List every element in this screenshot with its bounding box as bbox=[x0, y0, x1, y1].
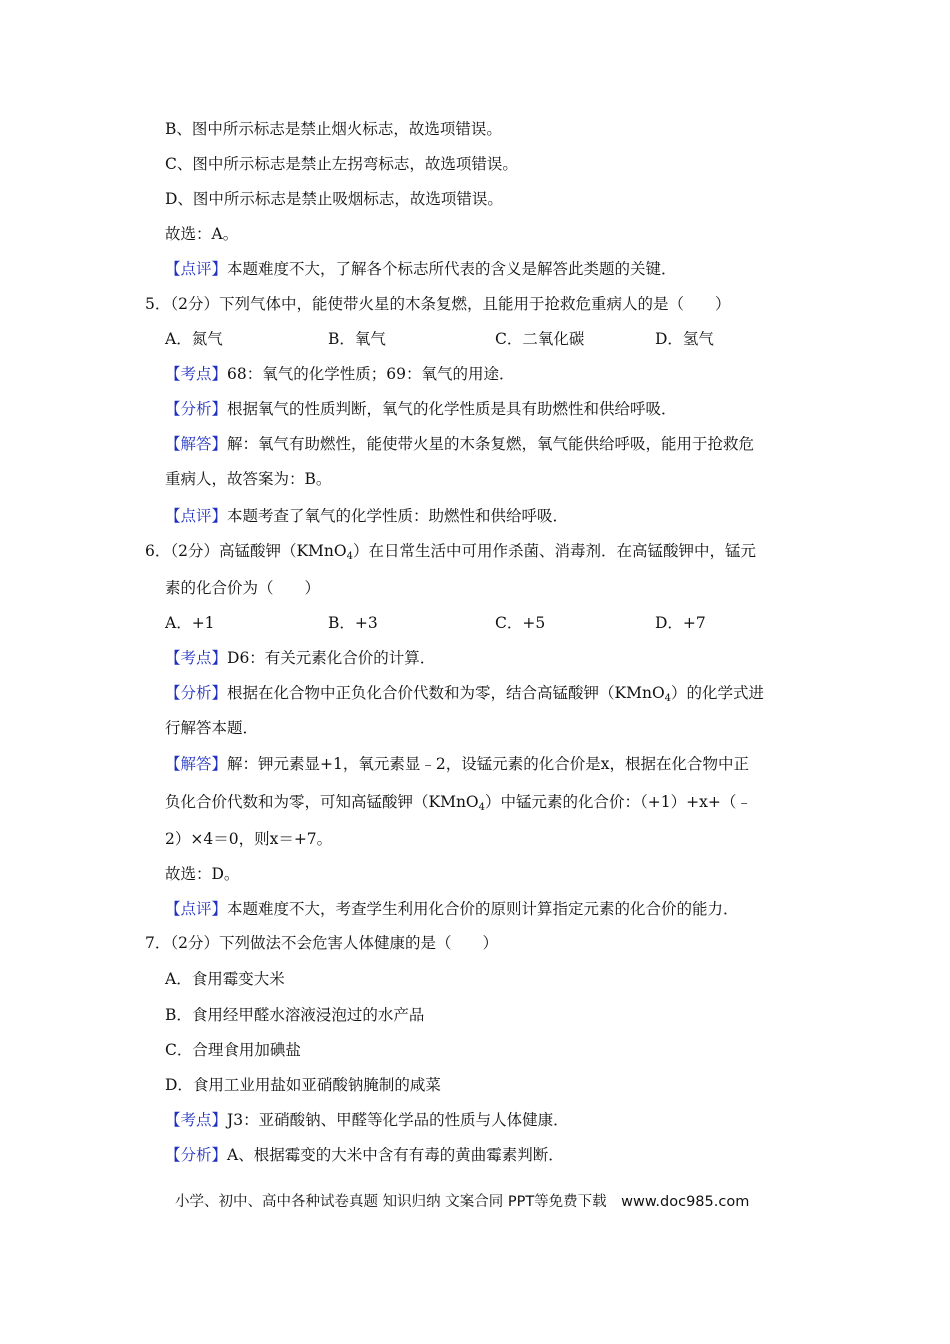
q6-option-a: A．+1 bbox=[165, 614, 215, 632]
text-line: B、图中所示标志是禁止烟火标志，故选项错误。 bbox=[165, 120, 502, 138]
fenxi-tag: 【分析】 bbox=[165, 684, 228, 702]
fenxi-text: ）的化学式进 bbox=[671, 684, 765, 702]
kaodian-tag: 【考点】 bbox=[165, 649, 228, 667]
q5-fenxi bbox=[165, 398, 677, 420]
page-footer: 小学、初中、高中各种试卷真题 知识归纳 文案合同 PPT等免费下载 www.doc985.com bbox=[175, 1194, 750, 1210]
text-line: 2）×4＝0，则x＝+7。 bbox=[165, 830, 333, 848]
q6-jieda bbox=[165, 753, 749, 775]
jieda-tag: 【解答】 bbox=[165, 755, 228, 773]
subscript: 4 bbox=[664, 693, 672, 704]
q5-kaodian bbox=[165, 363, 514, 385]
q6-text: ）在日常生活中可用作杀菌、消毒剂．在高锰酸钾中，锰元 bbox=[353, 542, 757, 560]
q5-option-c: C．二氧化碳 bbox=[495, 330, 585, 348]
comment-line bbox=[165, 258, 677, 280]
dianping-text: 本题难度不大，考查学生利用化合价的原则计算指定元素的化合价的能力． bbox=[227, 900, 739, 918]
fenxi-tag: 【分析】 bbox=[165, 400, 228, 418]
q7-fenxi bbox=[165, 1144, 564, 1166]
kaodian-text: J3：亚硝酸钠、甲醛等化学品的性质与人体健康． bbox=[227, 1111, 569, 1129]
q6-dianping bbox=[165, 898, 739, 920]
text-line: 素的化合价为（ ） bbox=[165, 579, 321, 597]
q5-jieda bbox=[165, 433, 754, 455]
q6-option-b: B．+3 bbox=[328, 614, 378, 632]
q7-option-d: D．食用工业用盐如亚硝酸钠腌制的咸菜 bbox=[165, 1076, 441, 1094]
kaodian-text: D6：有关元素化合价的计算． bbox=[227, 649, 436, 667]
q6-option-c: C．+5 bbox=[495, 614, 546, 632]
fenxi-text: 根据在化合物中正负化合价代数和为零，结合高锰酸钾（KMnO bbox=[227, 684, 665, 702]
fenxi-text: 根据氧气的性质判断，氧气的化学性质是具有助燃性和供给呼吸． bbox=[227, 400, 677, 418]
q5-dianping bbox=[165, 505, 568, 527]
q7-option-b: B．食用经甲醛水溶液浸泡过的水产品 bbox=[165, 1006, 425, 1024]
jieda-text: ）中锰元素的化合价：（+1）+x+（﹣ bbox=[485, 793, 752, 811]
fenxi-text: A、根据霉变的大米中含有有毒的黄曲霉素判断． bbox=[227, 1146, 564, 1164]
q5-option-b: B．氧气 bbox=[328, 330, 386, 348]
text-line: 行解答本题． bbox=[165, 719, 259, 737]
question-6 bbox=[145, 540, 756, 568]
kaodian-tag: 【考点】 bbox=[165, 1111, 228, 1129]
q6-option-d: D．+7 bbox=[655, 614, 706, 632]
dianping-tag: 【点评】 bbox=[165, 507, 228, 525]
kaodian-text: 68：氧气的化学性质；69：氧气的用途． bbox=[227, 365, 515, 383]
text-line: D、图中所示标志是禁止吸烟标志，故选项错误。 bbox=[165, 190, 503, 208]
text-line bbox=[165, 791, 752, 819]
q6-kaodian bbox=[165, 647, 435, 669]
q7-kaodian bbox=[165, 1109, 569, 1131]
fenxi-tag: 【分析】 bbox=[165, 1146, 228, 1164]
jieda-text: 解：氧气有助燃性，能使带火星的木条复燃，氧气能供给呼吸，能用于抢救危 bbox=[227, 435, 755, 453]
text-line: 故选：D。 bbox=[165, 865, 240, 883]
text-line: 重病人，故答案为：B。 bbox=[165, 470, 332, 488]
q7-option-c: C．合理食用加碘盐 bbox=[165, 1041, 301, 1059]
subscript: 4 bbox=[478, 802, 486, 813]
text-line: C、图中所示标志是禁止左拐弯标志，故选项错误。 bbox=[165, 155, 518, 173]
jieda-text: 解：钾元素显+1，氧元素显﹣2，设锰元素的化合价是x，根据在化合物中正 bbox=[227, 755, 749, 773]
q5-option-a: A．氮气 bbox=[165, 330, 223, 348]
dianping-tag: 【点评】 bbox=[165, 900, 228, 918]
q6-fenxi bbox=[165, 682, 764, 710]
question-7: 7．（2分）下列做法不会危害人体健康的是（ ） bbox=[145, 934, 498, 952]
jieda-text: 负化合价代数和为零，可知高锰酸钾（KMnO bbox=[165, 793, 479, 811]
q5-option-d: D．氢气 bbox=[655, 330, 714, 348]
text-line: 故选：A。 bbox=[165, 225, 239, 243]
comment-text: 本题难度不大，了解各个标志所代表的含义是解答此类题的关键． bbox=[227, 260, 677, 278]
jieda-tag: 【解答】 bbox=[165, 435, 228, 453]
kaodian-tag: 【考点】 bbox=[165, 365, 228, 383]
comment-tag: 【点评】 bbox=[165, 260, 228, 278]
q7-option-a: A．食用霉变大米 bbox=[165, 970, 285, 988]
subscript: 4 bbox=[346, 551, 353, 562]
dianping-text: 本题考查了氧气的化学性质：助燃性和供给呼吸． bbox=[227, 507, 569, 525]
question-5: 5．（2分）下列气体中，能使带火星的木条复燃，且能用于抢救危重病人的是（ ） bbox=[145, 295, 731, 313]
q6-text: 6．（2分）高锰酸钾（KMnO bbox=[145, 542, 347, 560]
